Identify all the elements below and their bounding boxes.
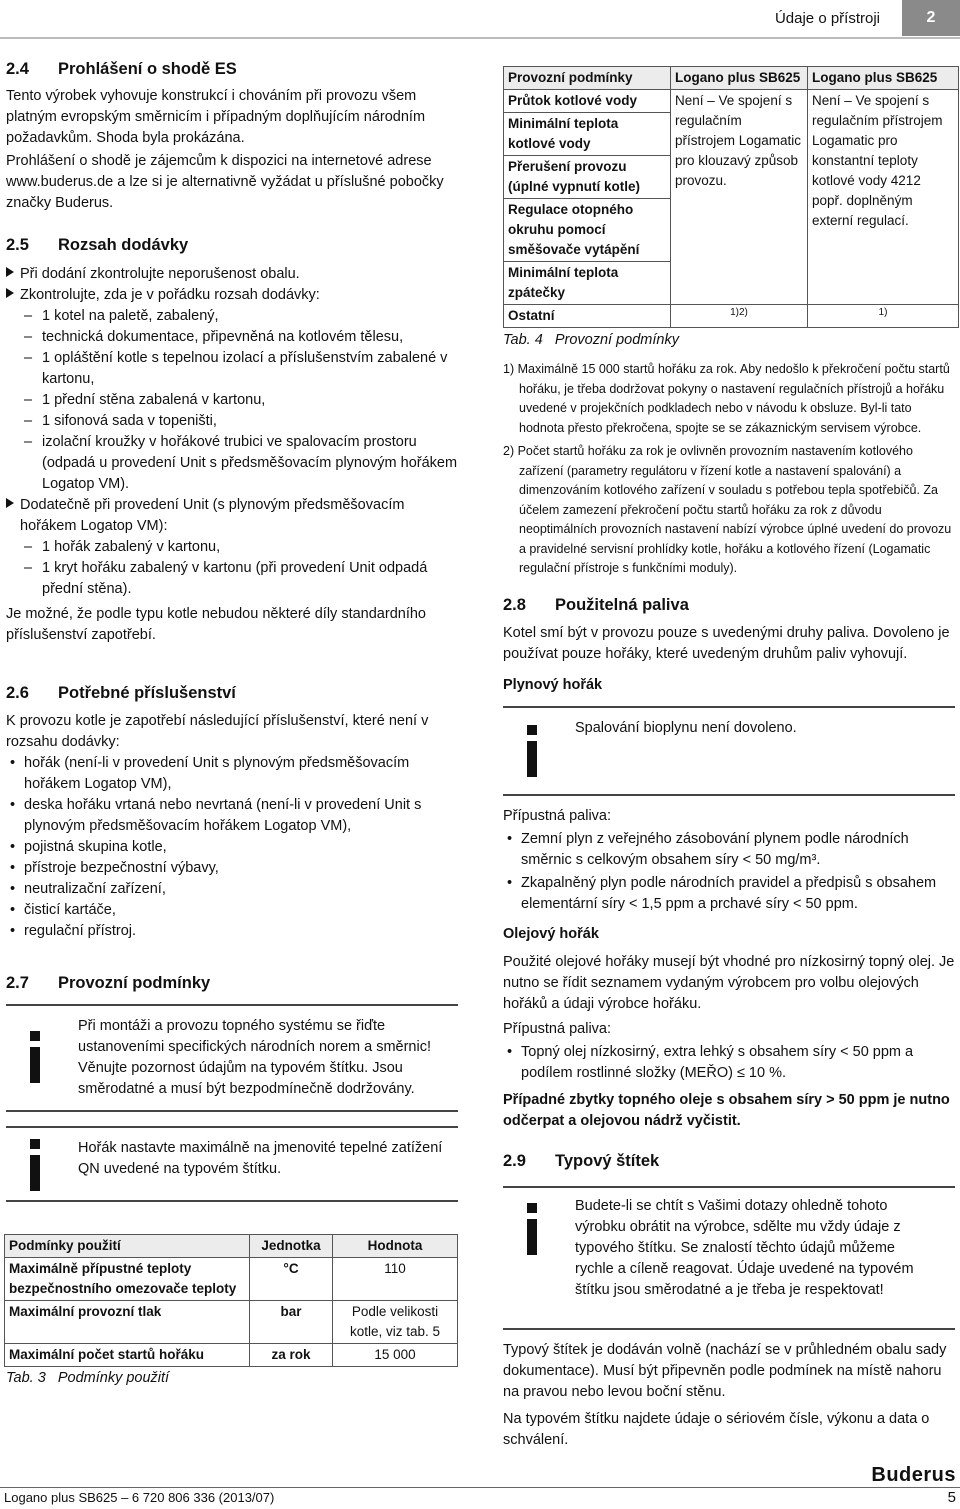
info-text: Při montáži a provozu topného systému se řiďte ustanoveními specifických národních norem a směrnic! Věnujte pozornost údajům na typovém štítku. Jsou směrodatné a musí být bezpodmínečně dodržovány.	[78, 1018, 431, 1097]
section-number: 2.9	[503, 1152, 526, 1170]
info-icon	[6, 1024, 64, 1090]
table-cell: bar	[250, 1301, 333, 1344]
table-cell: Není – Ve spojení s regulačním přístrojem Logamatic pro konstantní teploty kotlové vody 4212 popř. doplněným externí regulací.	[808, 90, 959, 305]
table-row	[5, 1258, 458, 1301]
step-item	[6, 264, 458, 285]
list-item: • neutralizační zařízení,	[6, 879, 461, 900]
table-header-cell: Jednotka	[250, 1235, 333, 1258]
table-cell: Maximální počet startů hořáku	[5, 1344, 250, 1367]
table-row	[504, 90, 959, 305]
section-2-5-heading	[6, 236, 188, 255]
table-cell: °C	[250, 1258, 333, 1301]
info-icon	[6, 1132, 64, 1198]
info-text: Spalování bioplynu není dovoleno.	[575, 720, 797, 736]
subheading: Plynový hořák	[503, 677, 603, 693]
table-cell: 110	[333, 1258, 458, 1301]
table-row	[5, 1344, 458, 1367]
subheading: Olejový hořák	[503, 926, 599, 942]
footnotes	[503, 360, 955, 579]
info-box	[503, 706, 955, 796]
step-text: Při dodání zkontrolujte neporušenost obalu.	[20, 266, 300, 282]
section-title: Typový štítek	[555, 1152, 660, 1170]
info-text: Budete-li se chtít s Vašimi dotazy ohledně tohoto výrobku obrátit na výrobce, sdělte mu vždy údaje z typového štítku. Se znalostí těchto údajů můžeme rychle a cíleně reagovat. Údaje uvedené na typovém štítku jsou směrodatné a je třeba je respektovat!	[575, 1198, 914, 1298]
section-number: 2.4	[6, 60, 29, 78]
table-row	[504, 305, 959, 328]
list-item: • čisticí kartáče,	[6, 900, 461, 921]
table-caption: Tab. 3 Podmínky použití	[6, 1370, 170, 1386]
section-title: Použitelná paliva	[555, 596, 689, 614]
table-header-cell: Logano plus SB625	[808, 67, 959, 90]
step-text: Zkontrolujte, zda je v pořádku rozsah dodávky:	[20, 287, 320, 303]
table-header-row	[504, 67, 959, 90]
table-header-cell: Logano plus SB625	[671, 67, 808, 90]
list-item: • Zemní plyn z veřejného zásobování plynem podle národních směrnic s celkovým obsahem síry < 50 mg/m³.	[503, 829, 958, 871]
table-header-row	[5, 1235, 458, 1258]
list-item: – 1 přední stěna zabalená v kartonu,	[6, 390, 458, 411]
table-label: Regulace otopného okruhu pomocí směšovače vytápění	[504, 199, 670, 262]
info-icon	[503, 1196, 561, 1262]
table-cell: 1)2)	[671, 305, 808, 328]
oil-fuels	[503, 952, 958, 1132]
step-arrow-icon	[6, 498, 14, 508]
paragraph: K provozu kotle je zapotřebí následující příslušenství, které není v rozsahu dodávky:	[6, 713, 429, 750]
section-2-6-heading	[6, 684, 236, 703]
section-2-5-body	[6, 264, 458, 646]
header-title: Údaje o přístroji	[774, 10, 880, 27]
info-icon	[503, 718, 561, 784]
section-2-9-body	[503, 1340, 955, 1451]
info-text: Hořák nastavte maximálně na jmenovité tepelné zatížení QN uvedené na typovém štítku.	[78, 1140, 443, 1177]
section-2-7-heading	[6, 974, 210, 993]
table-row	[5, 1301, 458, 1344]
paragraph: Přípustná paliva:	[503, 808, 612, 824]
section-title: Potřebné příslušenství	[58, 684, 236, 702]
list-item: • hořák (není-li v provedení Unit s plynovým předsměšovacím hořákem Logatop VM),	[6, 753, 461, 795]
step-text: Dodatečně při provedení Unit (s plynovým předsměšovacím hořákem Logatop VM):	[20, 497, 405, 534]
paragraph: Typový štítek je dodáván volně (nachází se v průhledném obalu sady dokumentace). Musí být připevněn podle podmínek na místě nahoru na pravou nebo levou boční stěnu.	[503, 1342, 947, 1400]
info-box	[6, 1126, 458, 1202]
section-number: 2.5	[6, 236, 29, 254]
table-cell: za rok	[250, 1344, 333, 1367]
list-item: – 1 kryt hořáku zabalený v kartonu (při provedení Unit odpadá přední stěna).	[6, 558, 458, 600]
list-item: – izolační kroužky v hořákové trubici ve spalovacím prostoru (odpadá u provedení Unit s předsměšovacím plynovým hořákem Logatop VM).	[6, 432, 458, 495]
paragraph: Prohlášení o shodě je zájemcům k dispozici na internetové adrese www.buderus.de a lze si je alternativně vyžádat u příslušné pobočky značky Buderus.	[6, 153, 444, 211]
section-2-9-heading	[503, 1152, 659, 1171]
table-header-cell: Hodnota	[333, 1235, 458, 1258]
list-item: • Zkapalněný plyn podle národních pravidel a předpisů s obsahem elementární síry < 1,5 ppm a prchavé síry < 50 ppm.	[503, 873, 958, 915]
section-title: Prohlášení o shodě ES	[58, 60, 237, 78]
footer-rule	[0, 1487, 960, 1488]
list-item: • regulační přístroj.	[6, 921, 461, 942]
table-cell: Podle velikosti kotle, viz tab. 5	[333, 1301, 458, 1344]
paragraph: Na typovém štítku najdete údaje o sériovém čísle, výkonu a data o schválení.	[503, 1411, 930, 1448]
step-arrow-icon	[6, 267, 14, 277]
table-header-cell: Podmínky použití	[5, 1235, 250, 1258]
table-cell: 1)	[808, 305, 959, 328]
section-number: 2.8	[503, 596, 526, 614]
table-cell: Není – Ve spojení s regulačním přístrojem Logamatic pro klouzavý způsob provozu.	[671, 90, 808, 305]
table-cell: 15 000	[333, 1344, 458, 1367]
brand-logo: Buderus	[871, 1464, 956, 1486]
step-item	[6, 285, 458, 306]
section-title: Provozní podmínky	[58, 974, 211, 992]
list-item: – 1 opláštění kotle s tepelnou izolací a příslušenstvím zabalené v kartonu,	[6, 348, 458, 390]
table-3	[4, 1234, 458, 1367]
section-2-6-body	[6, 711, 461, 942]
table-label: Minimální teplota kotlové vody	[504, 113, 670, 156]
paragraph: Přípustná paliva:	[503, 1021, 612, 1037]
page-number: 5	[947, 1489, 956, 1506]
gas-fuels	[503, 806, 958, 915]
list-item: • deska hořáku vrtaná nebo nevrtaná (není-li v provedení Unit s plynovým předsměšovacím hořákem Logatop VM),	[6, 795, 461, 837]
section-2-4-heading	[6, 60, 237, 79]
list-item: – 1 sifonová sada v topeništi,	[6, 411, 458, 432]
table-label: Minimální teplota zpátečky	[508, 265, 619, 300]
table-caption: Tab. 4 Provozní podmínky	[503, 332, 679, 348]
table-cell: Ostatní	[504, 305, 671, 328]
list-item: • přístroje bezpečnostní výbavy,	[6, 858, 461, 879]
paragraph: Kotel smí být v provozu pouze s uvedenými druhy paliva. Dovoleno je používat pouze hořáky, které uvedeným druhům paliv vyhovují.	[503, 625, 950, 662]
table-4	[503, 66, 959, 328]
table-cell: Maximálně přípustné teploty bezpečnostního omezovače teploty	[5, 1258, 250, 1301]
step-arrow-icon	[6, 288, 14, 298]
step-item	[6, 495, 458, 537]
section-number: 2.7	[6, 974, 29, 992]
list-item: – technická dokumentace, připevněná na kotlovém tělesu,	[6, 327, 458, 348]
chapter-badge	[902, 0, 960, 36]
paragraph: Použité olejové hořáky musejí být vhodné pro nízkosirný topný olej. Je nutno se řídit seznamem vydaným výrobcem pro volbu olejových hořáků a údaji výrobce hořáku.	[503, 954, 955, 1012]
section-number: 2.6	[6, 684, 29, 702]
list-item: • pojistná skupina kotle,	[6, 837, 461, 858]
section-2-8-heading	[503, 596, 689, 615]
table-cell: Maximální provozní tlak	[5, 1301, 250, 1344]
table-label: Průtok kotlové vody	[504, 90, 670, 113]
warning-text: Případné zbytky topného oleje s obsahem síry > 50 ppm je nutno odčerpat a olejovou nádrž vyčistit.	[503, 1092, 950, 1129]
table-cell	[504, 90, 671, 305]
table-header-cell: Provozní podmínky	[504, 67, 671, 90]
footnote: 2) Počet startů hořáku za rok je ovlivněn provozním nastavením kotlového zařízení (parametry regulátoru v řízení kotle a nastavení spalování) a dimenzováním kotlového zařízení v souladu s potřebou tepla spotřebičů. Za účelem zamezení překročení počtu startů hořáku za rok z důvodu neoptimálních provozních nastavení nabízí výrobce úplné uvedení do provozu a pravidelné servisní prohlídky kotle, hořáku a kotlového řízení (Logamatic regulační přístroje s funkčními moduly).	[503, 444, 952, 575]
table-label: Přerušení provozu (úplné vypnutí kotle)	[504, 156, 670, 199]
section-title: Rozsah dodávky	[58, 236, 189, 254]
info-box	[6, 1004, 458, 1112]
section-2-4-body	[6, 86, 458, 214]
list-item: – 1 hořák zabalený v kartonu,	[6, 537, 458, 558]
info-box	[503, 1186, 955, 1330]
chapter-number: 2	[926, 9, 936, 26]
list-item: – 1 kotel na paletě, zabalený,	[6, 306, 458, 327]
footer-doc-id: Logano plus SB625 – 6 720 806 336 (2013/07)	[4, 1490, 275, 1505]
footnote: 1) Maximálně 15 000 startů hořáku za rok. Aby nedošlo k překročení počtu startů hořáku, je třeba dodržovat pokyny o nastavení regulačních přístrojů a hořáku uvedené v projekčních podkladech nebo v návodu k obsluze. Byl-li tato hodnota přesto překročena, spojte se se zákaznickým servisem výrobce.	[503, 362, 950, 435]
paragraph: Je možné, že podle typu kotle nebudou některé díly standardního příslušenství zapotřebí.	[6, 606, 426, 643]
paragraph: Tento výrobek vyhovuje konstrukcí i chováním při provozu všem platným evropským směrnicím i případným doplňujícím národním požadavkům. Shoda byla prokázána.	[6, 88, 426, 146]
list-item: • Topný olej nízkosirný, extra lehký s obsahem síry < 50 ppm a podílem rostlinné složky (MEŘO) ≤ 10 %.	[503, 1042, 958, 1084]
header-bar	[0, 0, 960, 39]
